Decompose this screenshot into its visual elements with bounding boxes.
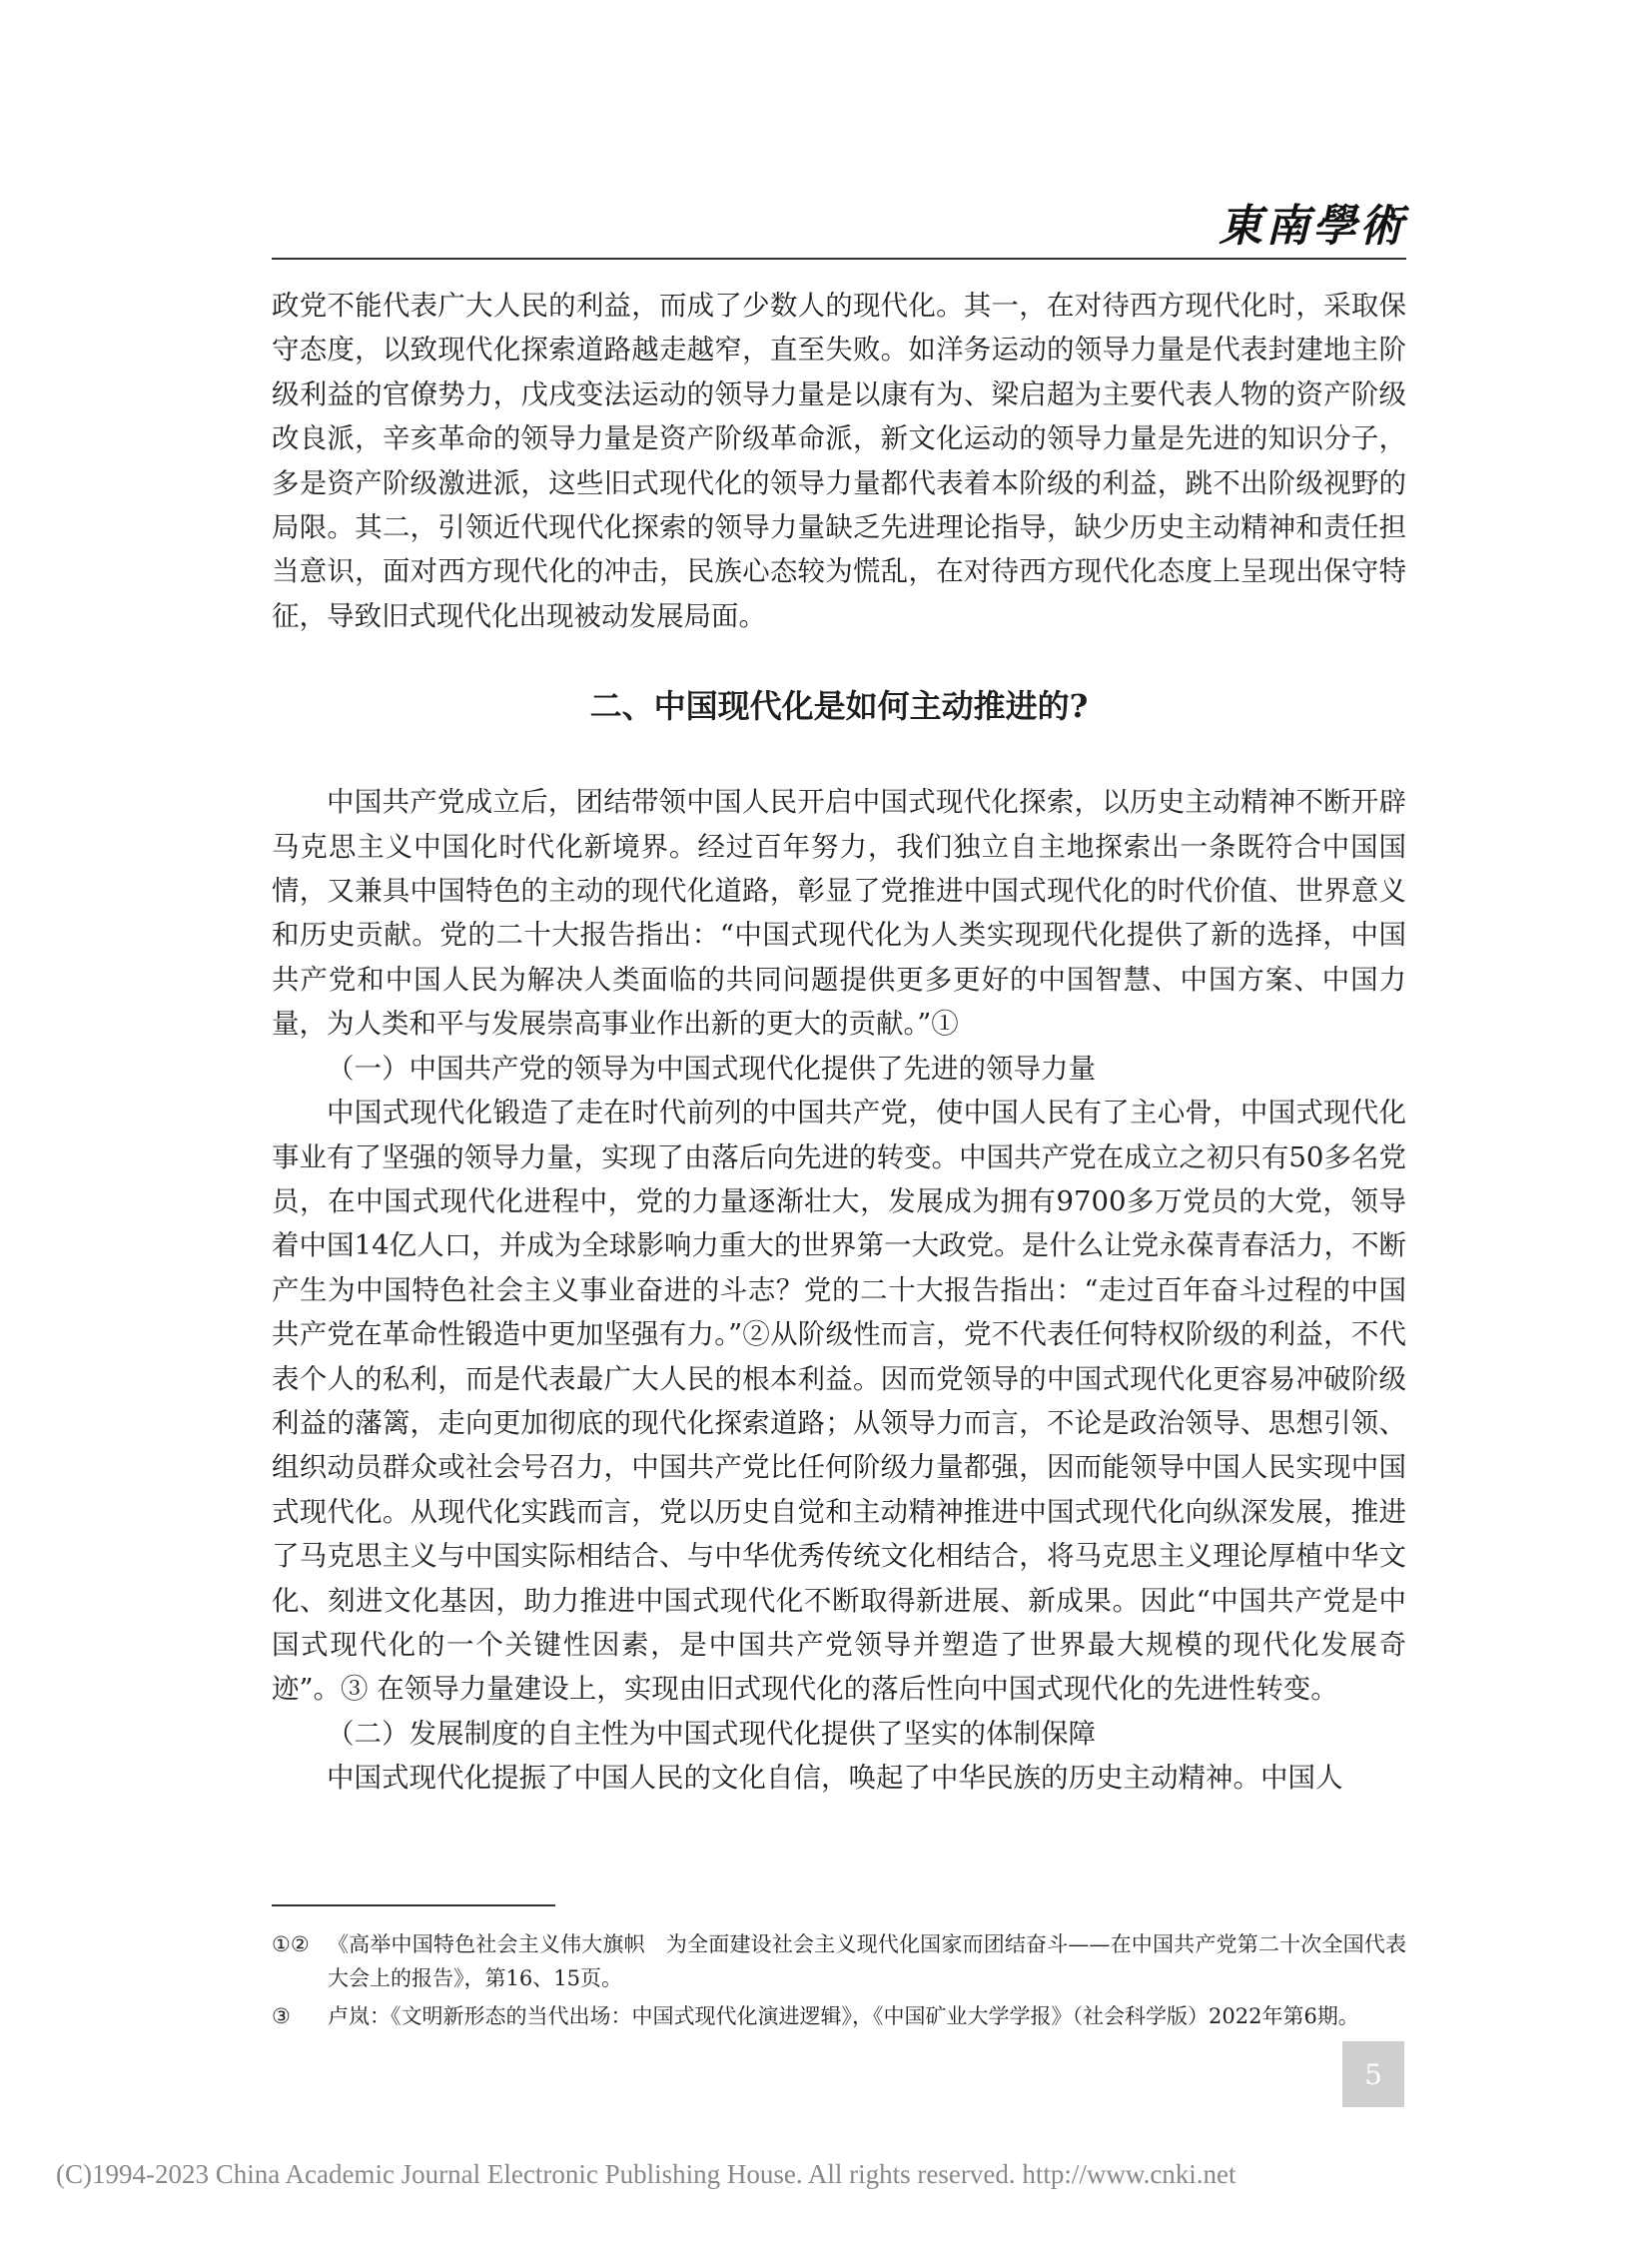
paragraph: 中国式现代化锻造了走在时代前列的中国共产党，使中国人民有了主心骨，中国式现代化事业有了坚强的领导力量，实现了由落后向先进的转变。中国共产党在成立之初只有50多名党员，在中国式现代化进程中，党的力量逐渐壮大，发展成为拥有9700多万党员的大党，领导着中国14亿人口，并成为全球影响力重大的世界第一大政党。是什么让党永葆青春活力，不断产生为中国特色社会主义事业奋进的斗志？党的二十大报告指出：“走过百年奋斗过程的中国共产党在革命性锻造中更加坚强有力。”②从阶级性而言，党不代表任何特权阶级的利益，不代表个人的私利，而是代表最广大人民的根本利益。因而党领导的中国式现代化更容易冲破阶级利益的藩篱，走向更加彻底的现代化探索道路；从领导力而言，不论是政治领导、思想引领、组织动员群众或社会号召力，中国共产党比任何阶级力量都强，因而能领导中国人民实现中国式现代化。从现代化实践而言，党以历史自觉和主动精神推进中国式现代化向纵深发展，推进了马克思主义与中国实际相结合、与中华优秀传统文化相结合，将马克思主义理论厚植中华文化、刻进文化基因，助力推进中国式现代化不断取得新进展、新成果。因此“中国共产党是中国式现代化的一个关键性因素，是中国共产党领导并塑造了世界最大规模的现代化发展奇迹”。③ 在领导力量建设上，实现由旧式现代化的落后性向中国式现代化的先进性转变。 [272,1097,1406,1706]
section-heading: 二、中国现代化是如何主动推进的? [589,687,1089,726]
copyright-notice: (C)1994-2023 China Academic Journal Electronic Publishing House. All rights reserved. http://www.cnki.net [56,2159,1237,2189]
header-rule [272,258,1406,260]
footnote-mark: ③ [272,2004,291,2028]
article-body [272,284,1406,1801]
footnote [272,1999,1406,2033]
footnote [272,1927,1406,1995]
paragraph: 政党不能代表广大人民的利益，而成了少数人的现代化。其一，在对待西方现代化时，采取保守态度，以致现代化探索道路越走越窄，直至失败。如洋务运动的领导力量是代表封建地主阶级利益的官僚势力，戊戌变法运动的领导力量是以康有为、梁启超为主要代表人物的资产阶级改良派，辛亥革命的领导力量是资产阶级革命派，新文化运动的领导力量是先进的知识分子，多是资产阶级激进派，这些旧式现代化的领导力量都代表着本阶级的利益，跳不出阶级视野的局限。其二，引领近代现代化探索的领导力量缺乏先进理论指导，缺少历史主动精神和责任担当意识，面对西方现代化的冲击，民族心态较为慌乱，在对待西方现代化态度上呈现出保守特征，导致旧式现代化出现被动发展局面。 [272,290,1406,632]
subsection-heading: （二）发展制度的自主性为中国式现代化提供了坚实的体制保障 [327,1717,1096,1750]
paragraph: 中国式现代化提振了中国人民的文化自信，唤起了中华民族的历史主动精神。中国人 [327,1762,1343,1795]
footnote-text: 《高举中国特色社会主义伟大旗帜 为全面建设社会主义现代化国家而团结奋斗——在中国共产党第二十次全国代表大会上的报告》，第16、15页。 [328,1932,1406,1990]
footnote-mark: ①② [272,1932,310,1956]
footnote-text: 卢岚：《文明新形态的当代出场：中国式现代化演进逻辑》，《中国矿业大学学报》（社会科学版）2022年第6期。 [328,2004,1359,2028]
paragraph: 中国共产党成立后，团结带领中国人民开启中国式现代化探索，以历史主动精神不断开辟马克思主义中国化时代化新境界。经过百年努力，我们独立自主地探索出一条既符合中国国情，又兼具中国特色的主动的现代化道路，彰显了党推进中国式现代化的时代价值、世界意义和历史贡献。党的二十大报告指出：“中国式现代化为人类实现现代化提供了新的选择，中国共产党和中国人民为解决人类面临的共同问题提供更多更好的中国智慧、中国方案、中国力量，为人类和平与发展崇高事业作出新的更大的贡献。”① [272,786,1406,1041]
subsection-heading: （一）中国共产党的领导为中国式现代化提供了先进的领导力量 [327,1052,1096,1085]
journal-logo: 東南學術 [1219,201,1406,252]
footnotes [272,1927,1406,2037]
footnote-rule [272,1904,555,1906]
page-number: 5 [1342,2041,1404,2107]
